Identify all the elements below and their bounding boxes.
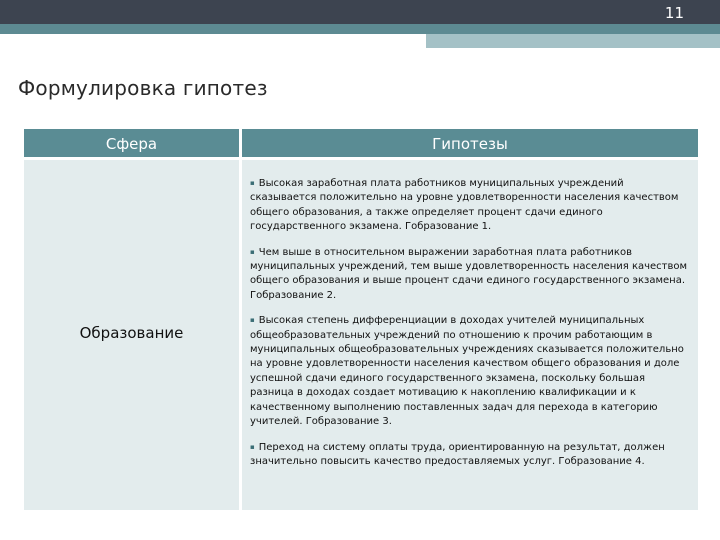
hypotheses-cell (242, 160, 698, 510)
table-header-row (24, 129, 698, 157)
square-bullet-icon: ▪ (250, 316, 255, 325)
column-header-sphere: Сфера (24, 129, 239, 157)
sphere-label: Образование (79, 324, 184, 342)
hypothesis-text-1: Высокая заработная плата работников муниципальных учреждений сказывается положительно на уровне удовлетворенности населения качеством общего образования, а также определяет процент сдачи единого государственного экзамена. Гобразование 1. (250, 178, 679, 233)
page-title: Формулировка гипотез (18, 76, 268, 100)
hypothesis-item-3 (250, 313, 690, 429)
hypothesis-item-1 (250, 176, 690, 235)
sphere-cell (24, 160, 239, 510)
hypothesis-text-3: Высокая степень дифференциации в доходах учителей муниципальных общеобразовательных учреждений по отношению к прочим работающим в муниципальных общеобразовательных учреждениях сказывается положительно на уровне удовлетворенности населения качеством общего образования и доле успешной сдачи единого государственного экзамена, поскольку большая разница в доходах создает мотивацию к накоплению квалификации и к качественному выполнению поставленных задач для перехода в категорию учителей. Гобразование 3. (250, 315, 684, 428)
accent-stripe (0, 24, 720, 34)
hypotheses-table (24, 129, 698, 510)
hypothesis-text-2: Чем выше в относительном выражении заработная плата работников муниципальных учреждений, тем выше удовлетворенность населения качеством общего образования и выше процент сдачи единого государственного экзамена. Гобразование 2. (250, 246, 688, 301)
column-header-hypotheses: Гипотезы (242, 129, 698, 157)
square-bullet-icon: ▪ (250, 179, 255, 187)
accent-stripe-light (426, 34, 720, 48)
hypothesis-text-4: Переход на систему оплаты труда, ориентированную на результат, должен значительно повысить качество предоставляемых услуг. Гобразование 4. (250, 441, 665, 467)
slide-number: 11 (664, 4, 684, 22)
table-row (24, 160, 698, 510)
hypotheses-list (250, 176, 690, 479)
hypothesis-item-4 (250, 440, 690, 470)
hypothesis-item-2 (250, 245, 690, 304)
square-bullet-icon: ▪ (250, 247, 255, 256)
square-bullet-icon: ▪ (250, 442, 255, 451)
top-bar (0, 0, 720, 24)
